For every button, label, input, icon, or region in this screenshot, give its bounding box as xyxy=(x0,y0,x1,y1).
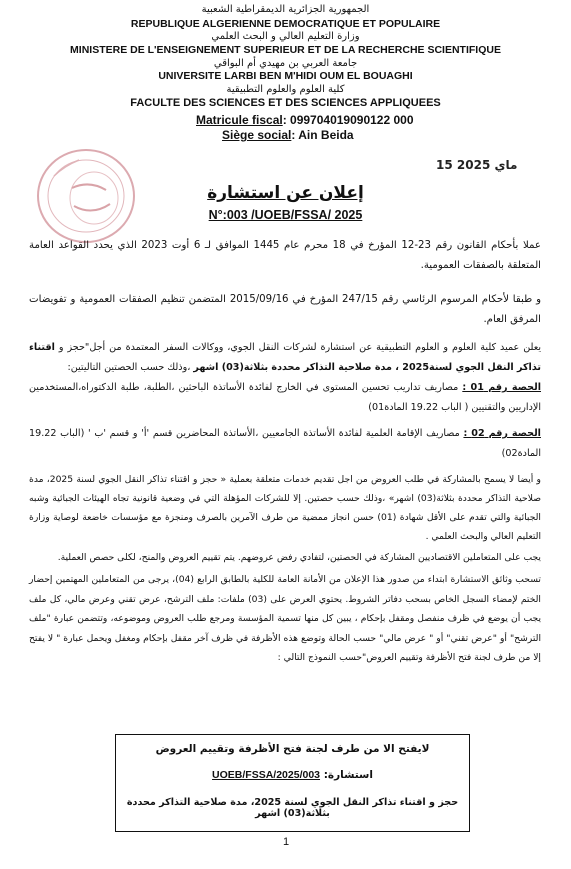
paragraph-announcement xyxy=(29,338,541,378)
paragraph-decree-reference: و طبقا لأحكام المرسوم الرئاسي رقم 247/15 المؤرخ في 2015/09/16 المتضمن تنظيم الصفقات العمومية و تفويضات المرفق العام. xyxy=(29,294,541,325)
university-fr: UNIVERSITE LARBI BEN M'HIDI OUM EL BOUAGHI xyxy=(158,70,413,82)
envelope-consultation-label: استشارة: xyxy=(323,769,373,781)
seat-value: : Ain Beida xyxy=(291,128,354,142)
registered-office xyxy=(222,128,354,142)
lot-2-label: الحصة رقم 02 : xyxy=(463,428,541,439)
university-ar: جامعة العربي بن مهيدي أم البواقي xyxy=(213,58,358,69)
lot-1-label: الحصة رقم 01 : xyxy=(462,382,541,393)
paragraph-law-reference: عملا بأحكام القانون رقم 23-12 المؤرخ في 18 محرم عام 1445 الموافق لـ 6 أوت 2023 الذي يحدد القواعد العامة المتعلقة بالصفقات العمومية. xyxy=(29,240,541,271)
envelope-consultation-ref: 003/UOEB/FSSA/2025 xyxy=(212,769,321,781)
envelope-line-1: لايفتح الا من طرف لجنة فتح الأظرفة وتقييم العروض xyxy=(155,743,430,755)
announcement-intro: يعلن عميد كلية العلوم و العلوم التطبيقية عن استشارة لشركات النقل الجوي، ووكالات السفر المعتمدة من أجل"حجز و xyxy=(58,342,541,353)
notice-title: إعلان عن استشارة xyxy=(207,183,364,203)
lot-1-text: مصاريف تداريب تحسين المستوى في الخارج لفائدة الأساتذة الباحثين ،الطلبة، طلبة الدكتوراه،المستخدمين الإداريين والتقنيين ( الباب 19.22 المادة01) xyxy=(29,382,541,413)
lot-1 xyxy=(29,378,541,418)
ministry-fr: MINISTERE DE L'ENSEIGNEMENT SUPERIEUR ET DE LA RECHERCHE SCIENTIFIQUE xyxy=(70,44,501,56)
page-number: 1 xyxy=(283,836,290,848)
handwritten-date: 15 ماي 2025 xyxy=(436,158,518,172)
ministry-ar: وزارة التعليم العالي و البحث العلمي xyxy=(211,31,360,42)
paragraph-lots-requirement: يجب على المتعاملين الاقتصاديين المشاركة في الحصتين، لتفادي رفض عروضهم. يتم تقييم العروض والمنح، لكلى حصص العملية. xyxy=(57,552,541,563)
faculty-fr: FACULTE DES SCIENCES ET DES SCIENCES APPLIQUEES xyxy=(130,97,441,109)
lot-2-text: مصاريف الإقامة العلمية لفائدة الأساتذة الجامعيين ،الأساتذة المحاضرين قسم 'أ' و قسم 'ب ' (الباب 19.22 المادة02) xyxy=(29,428,541,459)
fiscal-value: : 099704019090122 000 xyxy=(282,113,414,127)
lot-2 xyxy=(29,424,541,464)
fiscal-label: Matricule fiscal xyxy=(196,113,283,127)
notice-number: N°:003 /UOEB/FSSA/ 2025 xyxy=(208,208,363,222)
paragraph-eligibility: و أيضا لا يسمح بالمشاركة في طلب العروض من اجل تقديم خدمات متعلقة بعملية « حجز و اقتناء تذاكر النقل الجوي لسنة 2025، مدة صلاحية التذاكر محددة بثلاثة(03) اشهر» ،وذلك حسب حصتين. إلا للشركات المؤهلة التي في وضعية قانونية تجاه الهيئات الجبائية وشبه الجبائية والتي تقدم على الأقل شهادة (01) حسن انجاز ممضية من طرف الآمرين بالصرف ومنجزة مع مؤسسات خاضعة لوصاية وزارة التعليم العالي والبحث العلمي . xyxy=(29,474,542,542)
republic-fr: REPUBLIQUE ALGERIENNE DEMOCRATIQUE ET POPULAIRE xyxy=(130,18,441,30)
seat-label: Siège social xyxy=(222,128,292,142)
announcement-object: اقتناء تذاكر النقل الجوي لسنة2025 ، مدة صلاحية التذاكر محددة بثلاثة(03) اشهر xyxy=(29,342,541,373)
announcement-lots: ،وذلك حسب الحصتين التاليتين: xyxy=(67,362,191,373)
faculty-ar: كلية العلوم والعلوم التطبيقية xyxy=(226,84,345,95)
republic-ar: الجمهورية الجزائرية الديمقراطية الشعبية xyxy=(201,4,370,15)
envelope-line-3: حجز و اقتناء تذاكر النقل الجوي لسنة 2025، مدة صلاحية التذاكر محددة بثلاثة(03) اشهر xyxy=(126,797,459,819)
envelope-line-2 xyxy=(116,769,469,781)
envelope-model-box xyxy=(115,734,470,832)
paragraph-withdrawal-instructions: تسحب وثائق الاستشارة ابتداء من صدور هذا الإعلان من الأمانة العامة للكلية بالطابق الرابع (04)، يرجى من المتعاملين المهتمين إحضار الختم لإمضاء السجل الخاص بسحب دفاتر الشروط. يحتوي العرض على (03) ملفات: ملف الترشح، عرض تقني وعرض مالي، كل ملف يجب أن يوضع في ظرف منفصل ومقفل بإحكام ، يبين كل منها تسمية المؤسسة ومرجع طلب العروض وموضوعه، وتتضمن عبارة "ملف الترشح" أو "عرض تقني" أو " عرض مالي" حسب الحالة وتوضع هذه الأظرفة في ظرف آخر مقفل بإحكام ومغفل ويحمل عبارة " لا يفتح إلا من طرف لجنة فتح الأظرفة وتقييم العروض"حسب النموذج التالي : xyxy=(29,574,541,663)
fiscal-number xyxy=(196,113,414,127)
